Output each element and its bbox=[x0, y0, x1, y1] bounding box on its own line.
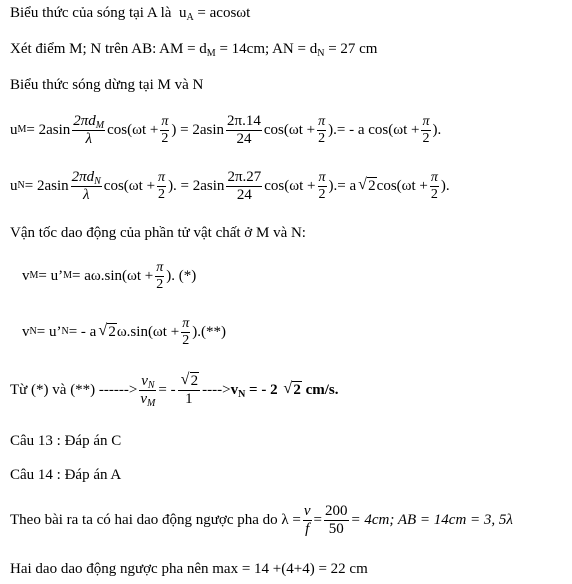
sqrt-symbol: √ 2 bbox=[358, 178, 377, 195]
wave-expression-at-a: Biểu thức của sóng tại A là $u_A = acos\omega t$ bbox=[10, 5, 251, 23]
standing-wave-heading: Biểu thức sóng dừng tại M và N bbox=[10, 77, 204, 93]
points-m-n-statement: Xét điểm M; N trên AB: AM = $d_M = 14cm$; AN = $d_N = 27$ cm bbox=[10, 41, 378, 59]
equation-v-m: v M = u’ M = aω.sin(ωt + $\frac{\pi}{2}$ ). (*) bbox=[22, 259, 197, 292]
equation-u-n: u N = 2asin $\frac{2\pi d_N}{\lambda}$ cos(ωt + $\frac{\pi}{2}$ ). = 2asin $\frac{2\pi.27}{24}$ cos(ωt + $\frac{\pi}{2}$ ).= a √ 2 cos(ωt + $\frac{\pi}{2}$ ). bbox=[10, 164, 450, 208]
equation-v-n: v N = u’ N = - a √ 2 ω.sin(ωt + $\frac{\pi}{2}$ ).(**) bbox=[22, 310, 226, 354]
velocity-ratio-result: Từ (*) và (**) ------> $\frac{v_N}{v_M}$ = - √ $\frac{2}{1}$ ----> $v_N$ = - 2 √ 2 cm/s. bbox=[10, 368, 339, 412]
fraction-2pidm-over-lambda: $\frac{2\pi d_M}{\lambda}$ bbox=[73, 112, 105, 147]
answer-question-14: Câu 14 : Đáp án A bbox=[10, 467, 122, 483]
max-distance-conclusion: Hai dao dao động ngược pha nên max = 14 +(4+4) = 22 cm bbox=[10, 561, 368, 577]
equation-u-m: u M = 2asin $\frac{2\pi d_M}{\lambda}$ cos(ωt + $\frac{\pi}{2}$ ) = 2asin $\frac{2\pi.14}{24}$ cos(ωt + $\frac{\pi}{2}$ ).= - a cos(ωt + $\frac{\pi}{2}$ ). bbox=[10, 112, 442, 147]
velocity-heading: Vận tốc dao động của phần tử vật chất ở M và N: bbox=[10, 225, 306, 241]
wavelength-derivation: Theo bài ra ta có hai dao động ngược pha do λ = $\frac{v}{f}$ = $\frac{200}{50}$ = 4cm; AB = 14cm = 3, 5λ bbox=[10, 502, 513, 537]
answer-question-13: Câu 13 : Đáp án C bbox=[10, 433, 122, 449]
